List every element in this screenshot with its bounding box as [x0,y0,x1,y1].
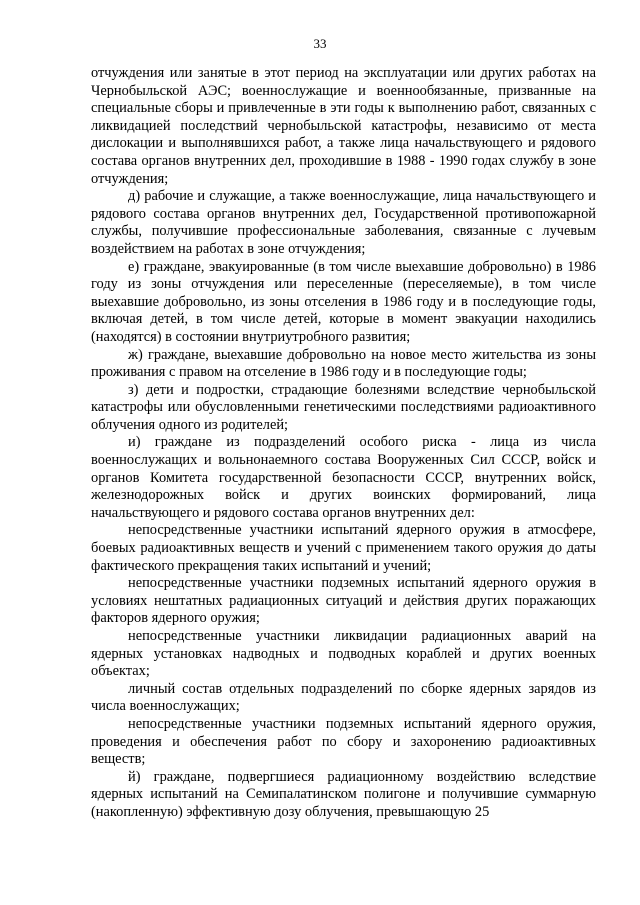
paragraph: непосредственные участники ликвидации радиационных аварий на ядерных установках надводных и подводных кораблей и других военных объектах; [91,628,596,680]
paragraph: д) рабочие и служащие, а также военнослужащие, лица начальствующего и рядового состава органов внутренних дел, Государственной противопожарной службы, получившие профессиональные заболевания, связанные с лучевым воздействием на работах в зоне отчуждения; [91,188,596,257]
paragraph: з) дети и подростки, страдающие болезнями вследствие чернобыльской катастрофы или обусловленными генетическими последствиями радиоактивного облучения одного из родителей; [91,381,596,433]
paragraph: е) граждане, эвакуированные (в том числе выехавшие добровольно) в 1986 году из зоны отчуждения или переселенные (переселяемые), в том числе выехавшие добровольно, из зоны отселения в 1986 году и в последующие годы, включая детей, в том числе детей, которые в момент эвакуации находились (находятся) в состоянии внутриутробного развития; [91,258,596,345]
document-body [91,65,596,822]
paragraph: непосредственные участники подземных испытаний ядерного оружия, проведения и обеспечения работ по сбору и захоронению радиоактивных веществ; [91,715,596,768]
paragraph: й) граждане, подвергшиеся радиационному воздействию вследствие ядерных испытаний на Семипалатинском полигоне и получившие суммарную (накопленную) эффективную дозу облучения, превышающую 25 [91,768,596,820]
paragraph: личный состав отдельных подразделений по сборке ядерных зарядов из числа военнослужащих; [91,680,596,715]
paragraph: непосредственные участники испытаний ядерного оружия в атмосфере, боевых радиоактивных веществ и учений с применением такого оружия до даты фактического прекращения таких испытаний и учений; [91,522,596,574]
paragraph: непосредственные участники подземных испытаний ядерного оружия в условиях нештатных радиационных ситуаций и действия других поражающих факторов ядерного оружия; [91,575,596,627]
paragraph: отчуждения или занятые в этот период на эксплуатации или других работах на Чернобыльской АЭС; военнослужащие и военнообязанные, призванные на специальные сборы и привлеченные в эти годы к выполнению работ, связанных с ликвидацией последствий чернобыльской катастрофы, независимо от места дислокации и выполнявшихся работ, а также лица начальствующего и рядового состава органов внутренних дел, проходившие в 1988 - 1990 годах службу в зоне отчуждения; [91,65,596,187]
paragraph: ж) граждане, выехавшие добровольно на новое место жительства из зоны проживания с правом на отселение в 1986 году и в последующие годы; [91,346,596,381]
paragraph: и) граждане из подразделений особого риска - лица из числа военнослужащих и вольнонаемного состава Вооруженных Сил СССР, войск и органов Комитета государственной безопасности СССР, внутренних войск, железнодорожных войск и других воинских формирований, лица начальствующего и рядового состава органов внутренних дел: [91,434,596,521]
page-number: 33 [313,36,327,51]
